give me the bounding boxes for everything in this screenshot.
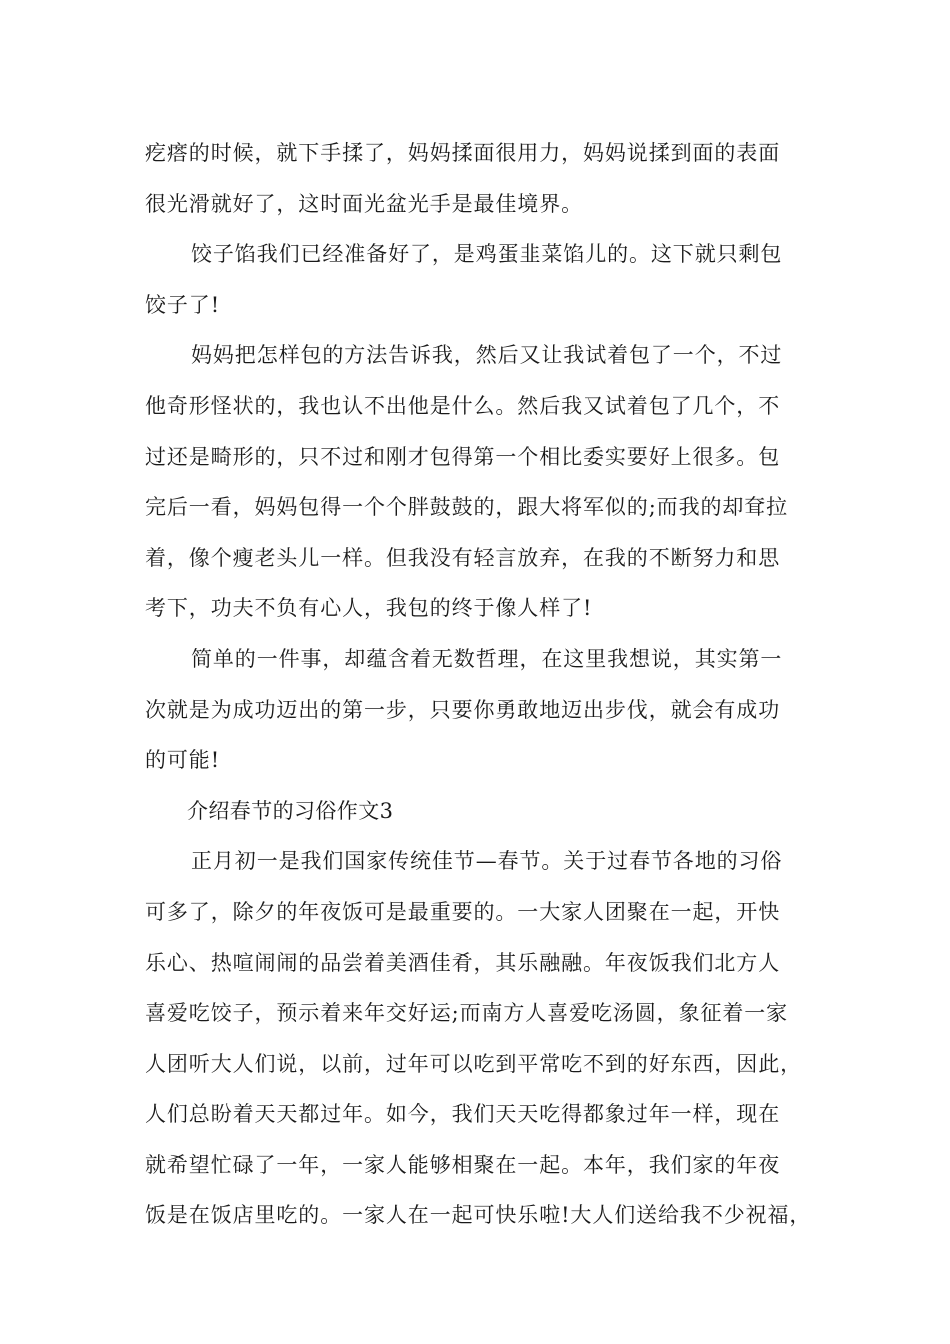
text-line: 饭是在饭店里吃的。一家人在一起可快乐啦!大人们送给我不少祝福， xyxy=(145,1203,812,1228)
section-heading: 介绍春节的习俗作文3 xyxy=(187,798,394,823)
text-line: 过还是畸形的，只不过和刚才包得第一个相比委实要好上很多。包 xyxy=(145,444,781,469)
text-line: 他奇形怪状的，我也认不出他是什么。然后我又试着包了几个，不 xyxy=(145,393,781,418)
paragraph-first-line: 正月初一是我们国家传统佳节—春节。关于过春节各地的习俗 xyxy=(191,849,783,874)
text-line: 很光滑就好了，这时面光盆光手是最佳境界。 xyxy=(145,191,583,216)
text-line: 喜爱吃饺子，预示着来年交好运;而南方人喜爱吃汤圆，象征着一家 xyxy=(145,1001,789,1026)
text-line: 次就是为成功迈出的第一步，只要你勇敢地迈出步伐，就会有成功 xyxy=(145,697,781,722)
text-line: 的可能! xyxy=(145,748,221,773)
document-body xyxy=(145,128,825,1241)
text-line: 疙瘩的时候，就下手揉了，妈妈揉面很用力，妈妈说揉到面的表面 xyxy=(145,141,781,165)
text-line: 完后一看，妈妈包得一个个胖鼓鼓的，跟大将军似的;而我的却耷拉 xyxy=(145,495,789,520)
paragraph-first-line: 妈妈把怎样包的方法告诉我，然后又让我试着包了一个，不过 xyxy=(191,343,783,368)
text-line: 就希望忙碌了一年，一家人能够相聚在一起。本年，我们家的年夜 xyxy=(145,1152,781,1177)
text-line: 可多了，除夕的年夜饭可是最重要的。一大家人团聚在一起，开快 xyxy=(145,899,781,924)
text-line: 人们总盼着天天都过年。如今，我们天天吃得都象过年一样，现在 xyxy=(145,1102,781,1127)
text-line: 饺子了! xyxy=(145,292,221,317)
paragraph-first-line: 饺子馅我们已经准备好了，是鸡蛋韭菜馅儿的。这下就只剩包 xyxy=(191,242,783,267)
text-line: 考下，功夫不负有心人，我包的终于像人样了! xyxy=(145,596,593,621)
paragraph-first-line: 简单的一件事，却蕴含着无数哲理，在这里我想说，其实第一 xyxy=(191,646,783,671)
text-line: 乐心、热喧闹闹的品尝着美酒佳肴，其乐融融。年夜饭我们北方人 xyxy=(145,950,781,975)
text-line: 人团听大人们说，以前，过年可以吃到平常吃不到的好东西，因此， xyxy=(145,1051,802,1076)
text-line: 着，像个瘦老头儿一样。但我没有轻言放弃，在我的不断努力和思 xyxy=(145,545,781,570)
